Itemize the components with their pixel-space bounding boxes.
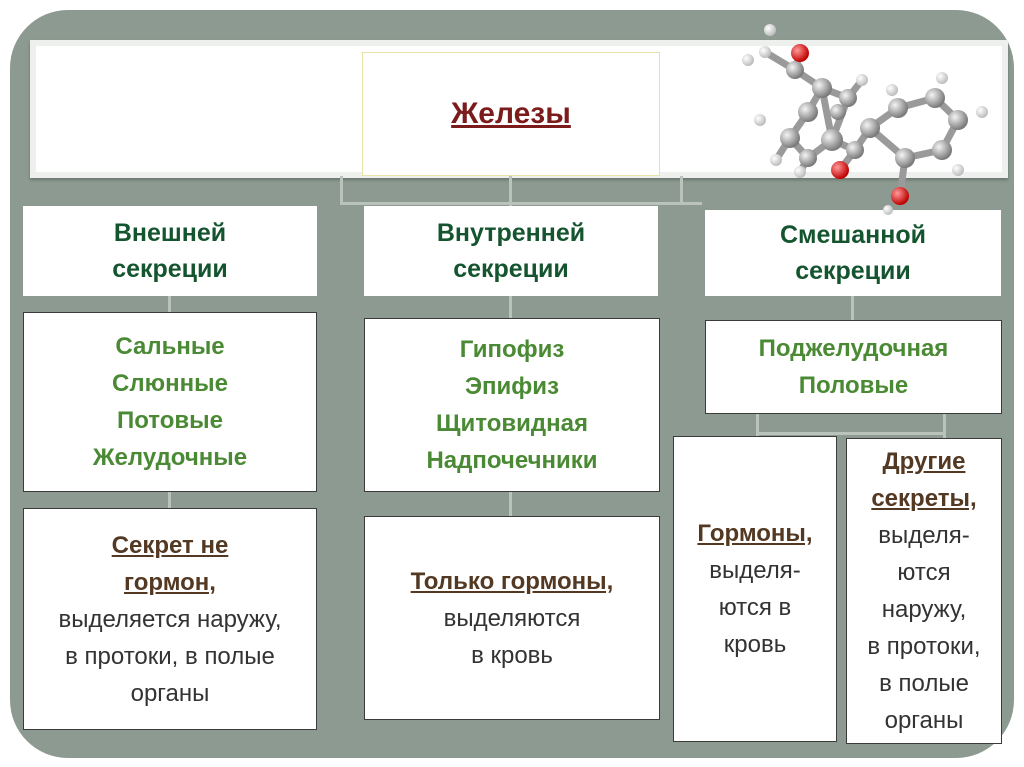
header-line: Смешанной	[779, 221, 927, 249]
description-line: выделя-	[878, 522, 970, 549]
header-line: секреции	[453, 255, 569, 283]
gland-item: Сальные	[115, 333, 225, 360]
description-line: органы	[884, 707, 964, 734]
description-line: в полые	[879, 670, 969, 697]
diagram-title: Железы	[451, 97, 571, 130]
gland-item: Желудочные	[92, 444, 248, 471]
description-line: ются	[897, 559, 951, 586]
gland-item: Щитовидная	[436, 410, 588, 437]
header-line: Внутренней	[436, 219, 586, 247]
gland-item: Надпочечники	[426, 447, 598, 474]
gland-item: Потовые	[116, 407, 223, 434]
description-line: наружу,	[881, 596, 967, 623]
header-line: Внешней	[113, 219, 227, 247]
description-highlight: Гормоны,	[697, 520, 813, 547]
gland-item: Слюнные	[112, 370, 228, 397]
description-line: в протоки, в полые	[65, 642, 275, 670]
gland-item: Половые	[798, 372, 909, 399]
description-line: в кровь	[471, 641, 553, 669]
description-highlight: Другие	[882, 448, 966, 475]
description-line: в протоки,	[867, 633, 981, 660]
description-line: ются в	[718, 594, 792, 621]
gland-item: Гипофиз	[459, 336, 565, 363]
description-line: выделя-	[709, 557, 801, 584]
gland-item: Поджелудочная	[758, 335, 949, 362]
description-highlight: Секрет не	[111, 531, 229, 559]
header-line: секреции	[795, 257, 911, 285]
description-line: выделяются	[443, 604, 581, 632]
description-highlight: Только гормоны,	[410, 567, 614, 595]
description-highlight: гормон,	[124, 568, 216, 596]
description-line: кровь	[723, 631, 787, 658]
description-line: выделяется наружу,	[58, 605, 282, 633]
gland-item: Эпифиз	[464, 373, 559, 400]
header-line: секреции	[112, 255, 228, 283]
description-line: органы	[130, 679, 210, 707]
description-highlight: секреты,	[871, 485, 977, 512]
